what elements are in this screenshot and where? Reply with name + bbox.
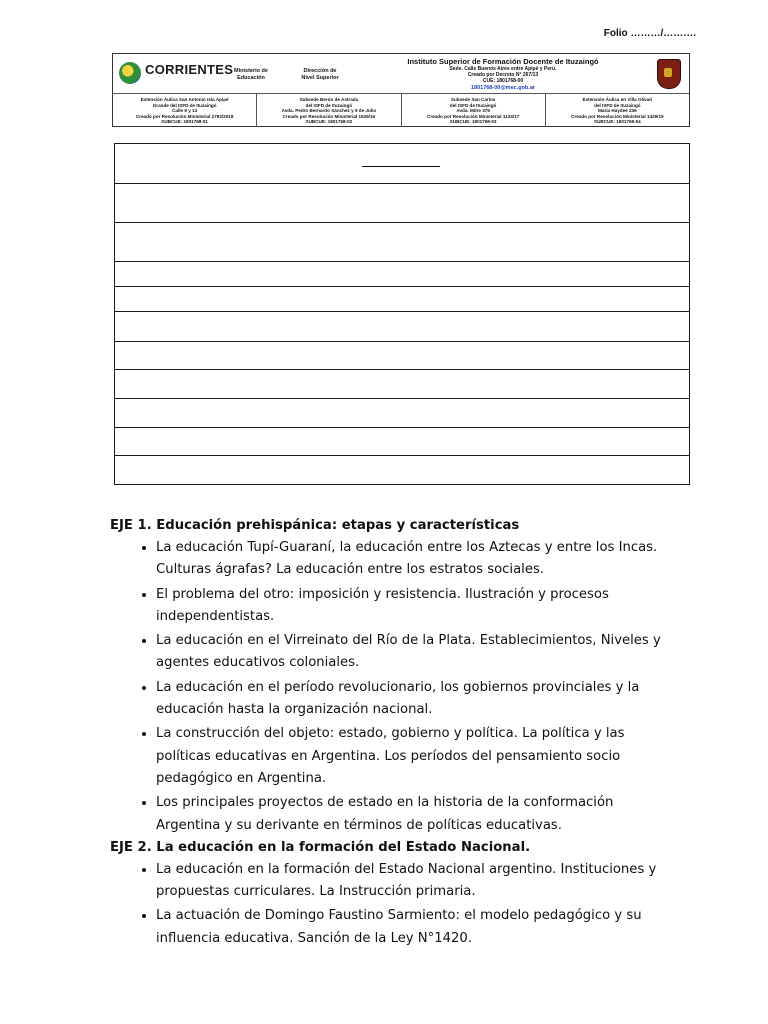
subsede-column (257, 94, 401, 127)
subsede-line: SUBCUE: 1801768-02 (305, 119, 353, 125)
list-item: • La educación en la formación del Estado Nacional argentino. Instituciones y propuestas curriculares. La Instrucción primaria. (156, 858, 680, 904)
subsede-column (113, 94, 257, 127)
subsede-line: del ISFD de Ituzaingó (305, 102, 353, 108)
table-row (115, 312, 690, 342)
table-title-underline (362, 166, 440, 167)
subsede-line: Creado por Resolución Ministerial 1525/16 (282, 113, 376, 119)
subsede-line: del ISFD de Ituzaingó (449, 102, 497, 108)
subsede-line: SUBCUE: 1801768-04 (594, 119, 641, 125)
subsede-line: Avda. Mitre 376 (456, 108, 490, 114)
syllabus-content (110, 516, 680, 951)
subsede-line: Subsede San Carlos (450, 97, 496, 102)
subsede-line: SUBCUE: 1801768-01 (161, 119, 208, 125)
eje2-list (110, 858, 680, 950)
institute-line: Sede. Calle Buenos Aires entre Apipé y Perú. (449, 66, 557, 72)
subsede-column (402, 94, 546, 127)
list-item: • La actuación de Domingo Faustino Sarmiento: el modelo pedagógico y su influencia educativa. Sanción de la Ley N°1420. (156, 904, 680, 950)
subsede-columns (113, 94, 689, 127)
subsede-line: Creado por Resolución Ministerial 1429/19 (571, 113, 664, 119)
eje1-list (110, 536, 680, 837)
table-row (115, 184, 690, 223)
institute-line: CUE: 1801768-00 (482, 78, 524, 85)
list-item: • Los principales proyectos de estado en la historia de la conformación Argentina y su derivante en términos de políticas educativas. (156, 791, 680, 837)
institute-title: Instituto Superior de Formación Docente de Ituzaingó (407, 57, 599, 66)
header-top (113, 54, 689, 94)
table-row (115, 370, 690, 399)
table-row (115, 399, 690, 428)
subsede-line: Grande del ISFD de Ituzaingó (152, 102, 217, 108)
subsede-line: Calle 9 y 13 (172, 108, 198, 114)
institution-header (112, 53, 690, 127)
table-row (115, 262, 690, 287)
subsede-line: Creado por Resolución Ministerial 2782/2018 (135, 113, 234, 119)
list-item: • La educación Tupí-Guaraní, la educación entre los Aztecas y entre los Incas. Culturas ágrafas? La educación entre los estratos sociales. (156, 536, 680, 582)
subsede-line: Creado por Resolución Ministerial 1133/17 (427, 113, 520, 119)
direction-line: Nivel Superior (301, 75, 339, 81)
table-row (115, 223, 690, 262)
eje2-heading: EJE 2. La educación en la formación del Estado Nacional. (110, 839, 531, 855)
institute-line: Creado por Decreto N° 267/13 (467, 72, 539, 79)
subsede-line: María Haydeé 236 (598, 108, 637, 114)
province-brand: CORRIENTES (145, 62, 234, 77)
table-title-cell (115, 144, 690, 184)
institute-email-link[interactable]: 1801768-00@mec.gob.ar (470, 84, 536, 91)
list-item: • La educación en el período revolucionario, los gobiernos provinciales y la educación hasta la organización nacional. (156, 676, 680, 722)
subsede-line: Avda. Pedro Bernardo Sánchez y 9 de Julio (281, 108, 377, 114)
subsede-column (546, 94, 689, 127)
ministry-line: Ministerio de (234, 68, 268, 74)
institute-info (378, 57, 628, 92)
list-item: • La educación en el Virreinato del Río de la Plata. Establecimientos, Niveles y agentes educativos coloniales. (156, 629, 680, 675)
table-row (115, 456, 690, 485)
ministry-label (229, 68, 273, 82)
institute-crest-icon (657, 59, 681, 89)
table-row (115, 287, 690, 312)
subsede-line: Subsede Berón de Astrada (299, 97, 359, 102)
course-info-table (114, 143, 690, 485)
subsede-line: SUBCUE: 1801768-03 (449, 119, 497, 125)
province-seal-icon (119, 62, 141, 84)
eje1-heading: EJE 1. Educación prehispánica: etapas y características (110, 518, 520, 533)
direction-label (295, 68, 345, 82)
table-row (115, 428, 690, 456)
subsede-line: del ISFD de Ituzaingó (594, 102, 641, 108)
ministry-line: Educación (237, 75, 265, 81)
subsede-line: Extensión Áulica en Villa Olivari (582, 97, 653, 102)
folio-label: Folio ………/………. (603, 28, 696, 39)
subsede-line: Extensión Áulica San Antonio Isla Apipé (140, 97, 229, 102)
list-item: • El problema del otro: imposición y resistencia. Ilustración y procesos independentistas. (156, 583, 680, 629)
list-item: • La construcción del objeto: estado, gobierno y política. La política y las políticas educativas en Argentina. Los períodos del pensamiento socio pedagógico en Argentina. (156, 722, 680, 790)
direction-line: Dirección de (303, 68, 337, 74)
table-row (115, 342, 690, 370)
